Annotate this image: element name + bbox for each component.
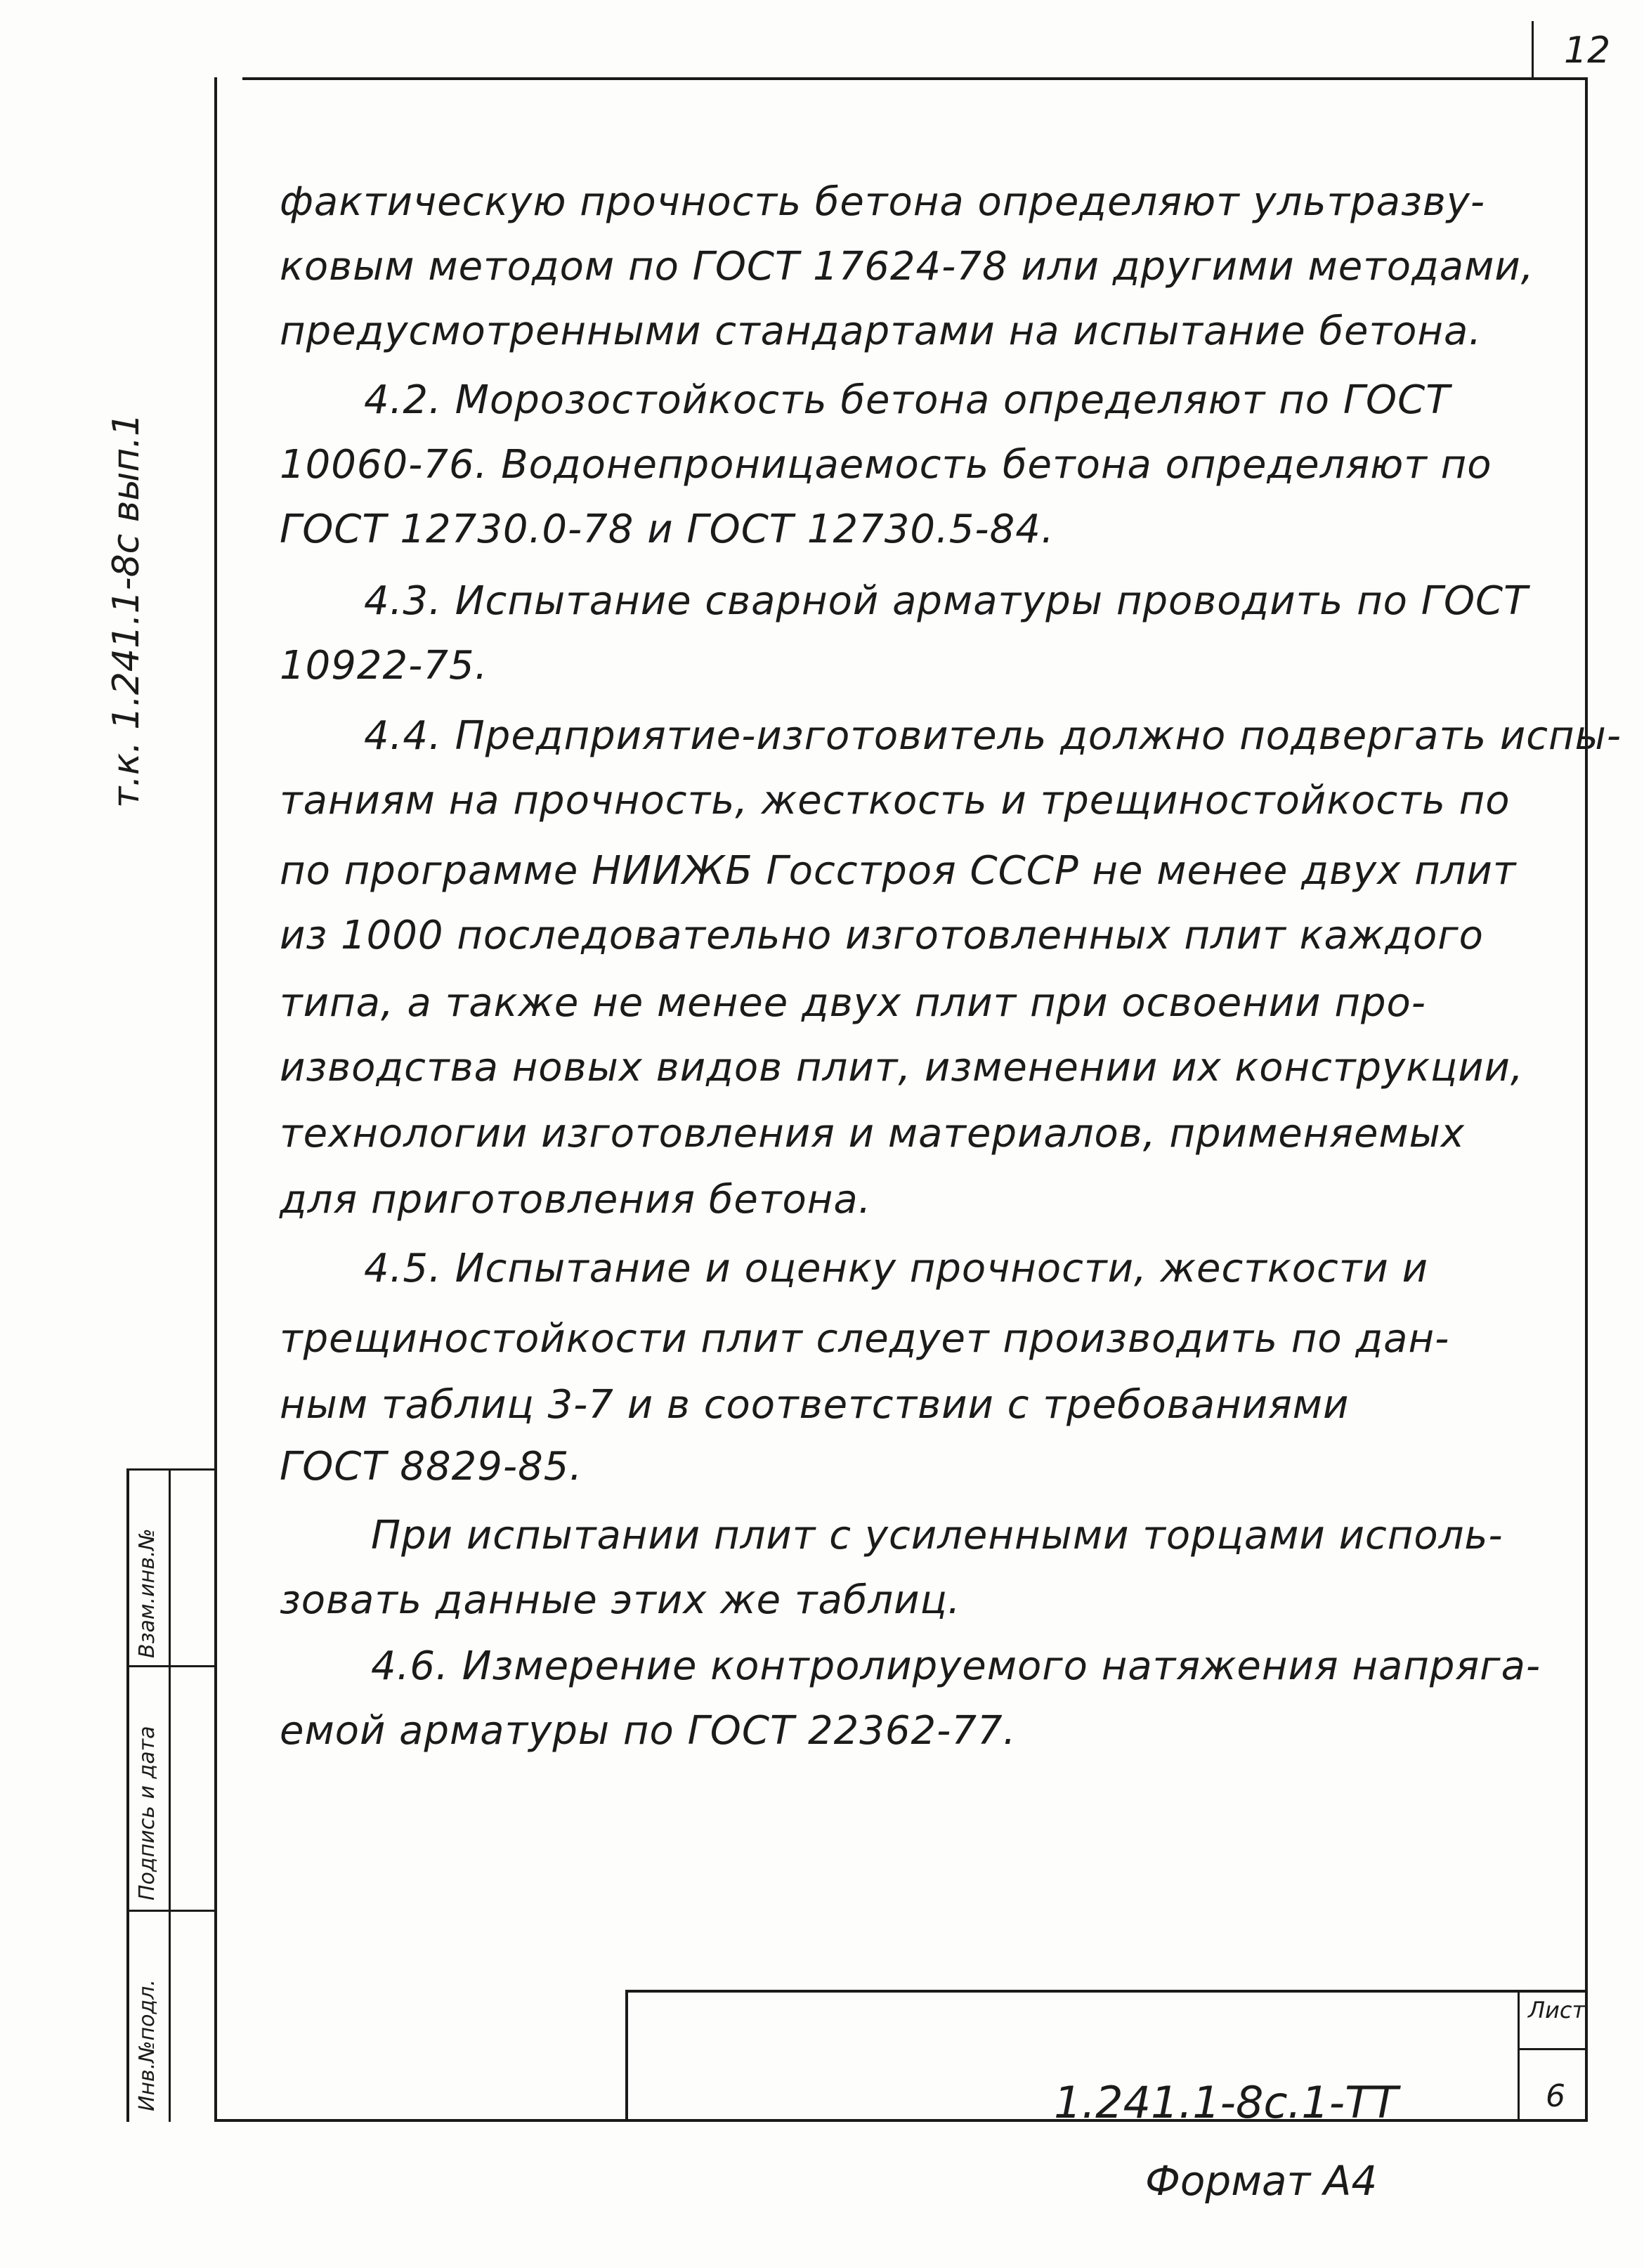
text-line: емой арматуры по ГОСТ 22362-77. xyxy=(280,1708,1017,1754)
text-line: 4.2. Морозостойкость бетона определяют по ГОСТ xyxy=(364,377,1451,423)
format-label: Формат А4 xyxy=(1145,2157,1378,2205)
title-block-list-label: Лист xyxy=(1528,1997,1586,2023)
stamp-label-vzam-inv: Взам.инв.№ xyxy=(135,1528,159,1658)
text-line: трещиностойкости плит следует производить по дан- xyxy=(280,1316,1450,1362)
title-block-top xyxy=(625,1990,1588,1993)
title-block-list-number: 6 xyxy=(1546,2078,1565,2114)
text-line: зовать данные этих же таблиц. xyxy=(280,1577,961,1623)
text-line: по программе НИИЖБ Госстроя СССР не менее двух плит xyxy=(280,848,1517,894)
title-block-list-mid xyxy=(1518,2048,1588,2050)
stamp-div-2 xyxy=(126,1910,216,1912)
text-line: 4.3. Испытание сварной арматуры проводить по ГОСТ xyxy=(364,578,1529,624)
text-line: ГОСТ 12730.0-78 и ГОСТ 12730.5-84. xyxy=(280,507,1055,552)
sheet-number-divider xyxy=(1532,21,1534,80)
stamp-label-podpis-data: Подпись и дата xyxy=(135,1726,159,1901)
text-line: 10060-76. Водонепроницаемость бетона определяют по xyxy=(280,442,1492,488)
stamp-label-inv-podl: Инв.№подл. xyxy=(135,1979,159,2111)
frame-top-line xyxy=(242,77,1588,80)
text-line: типа, а также не менее двух плит при освоении про- xyxy=(280,980,1426,1026)
text-line: ковым методом по ГОСТ 17624-78 или другими методами, xyxy=(280,244,1534,289)
stamp-col-divider xyxy=(169,1468,171,2122)
text-line: изводства новых видов плит, изменении их конструкции, xyxy=(280,1045,1524,1090)
text-line: предусмотренными стандартами на испытание бетона. xyxy=(280,308,1482,354)
text-line: 4.4. Предприятие-изготовитель должно подвергать испы- xyxy=(364,713,1622,759)
text-line: из 1000 последовательно изготовленных плит каждого xyxy=(280,913,1484,958)
text-line: таниям на прочность, жесткость и трещиностойкость по xyxy=(280,778,1511,823)
text-line: При испытании плит с усиленными торцами исполь- xyxy=(371,1513,1503,1558)
title-block-doc-code: 1.241.1-8с.1-ТТ xyxy=(1054,2077,1398,2128)
stamp-outer-left xyxy=(126,1468,129,2122)
text-line: 4.6. Измерение контролируемого натяжения напрягa- xyxy=(371,1643,1541,1689)
stamp-div-1 xyxy=(126,1665,216,1667)
title-block-left xyxy=(625,1990,628,2120)
text-line: для приготовления бетона. xyxy=(280,1177,872,1223)
text-line: 4.5. Испытание и оценку прочности, жесткости и xyxy=(364,1246,1428,1291)
frame-right-line xyxy=(1585,77,1588,2122)
sheet-number: 12 xyxy=(1564,30,1611,72)
stamp-top xyxy=(126,1468,216,1471)
title-block-list-left xyxy=(1518,1990,1520,2120)
text-line: фактическую прочность бетона определяют ультразву- xyxy=(280,179,1486,225)
text-line: ным таблиц 3-7 и в соответствии с требованиями xyxy=(280,1382,1350,1428)
text-line: ГОСТ 8829-85. xyxy=(280,1444,583,1490)
side-document-code: т.к. 1.241.1-8с вып.1 xyxy=(105,412,148,808)
text-line: 10922-75. xyxy=(280,643,488,689)
frame-left-line xyxy=(214,77,217,2122)
text-line: технологии изготовления и материалов, применяемых xyxy=(280,1111,1465,1156)
